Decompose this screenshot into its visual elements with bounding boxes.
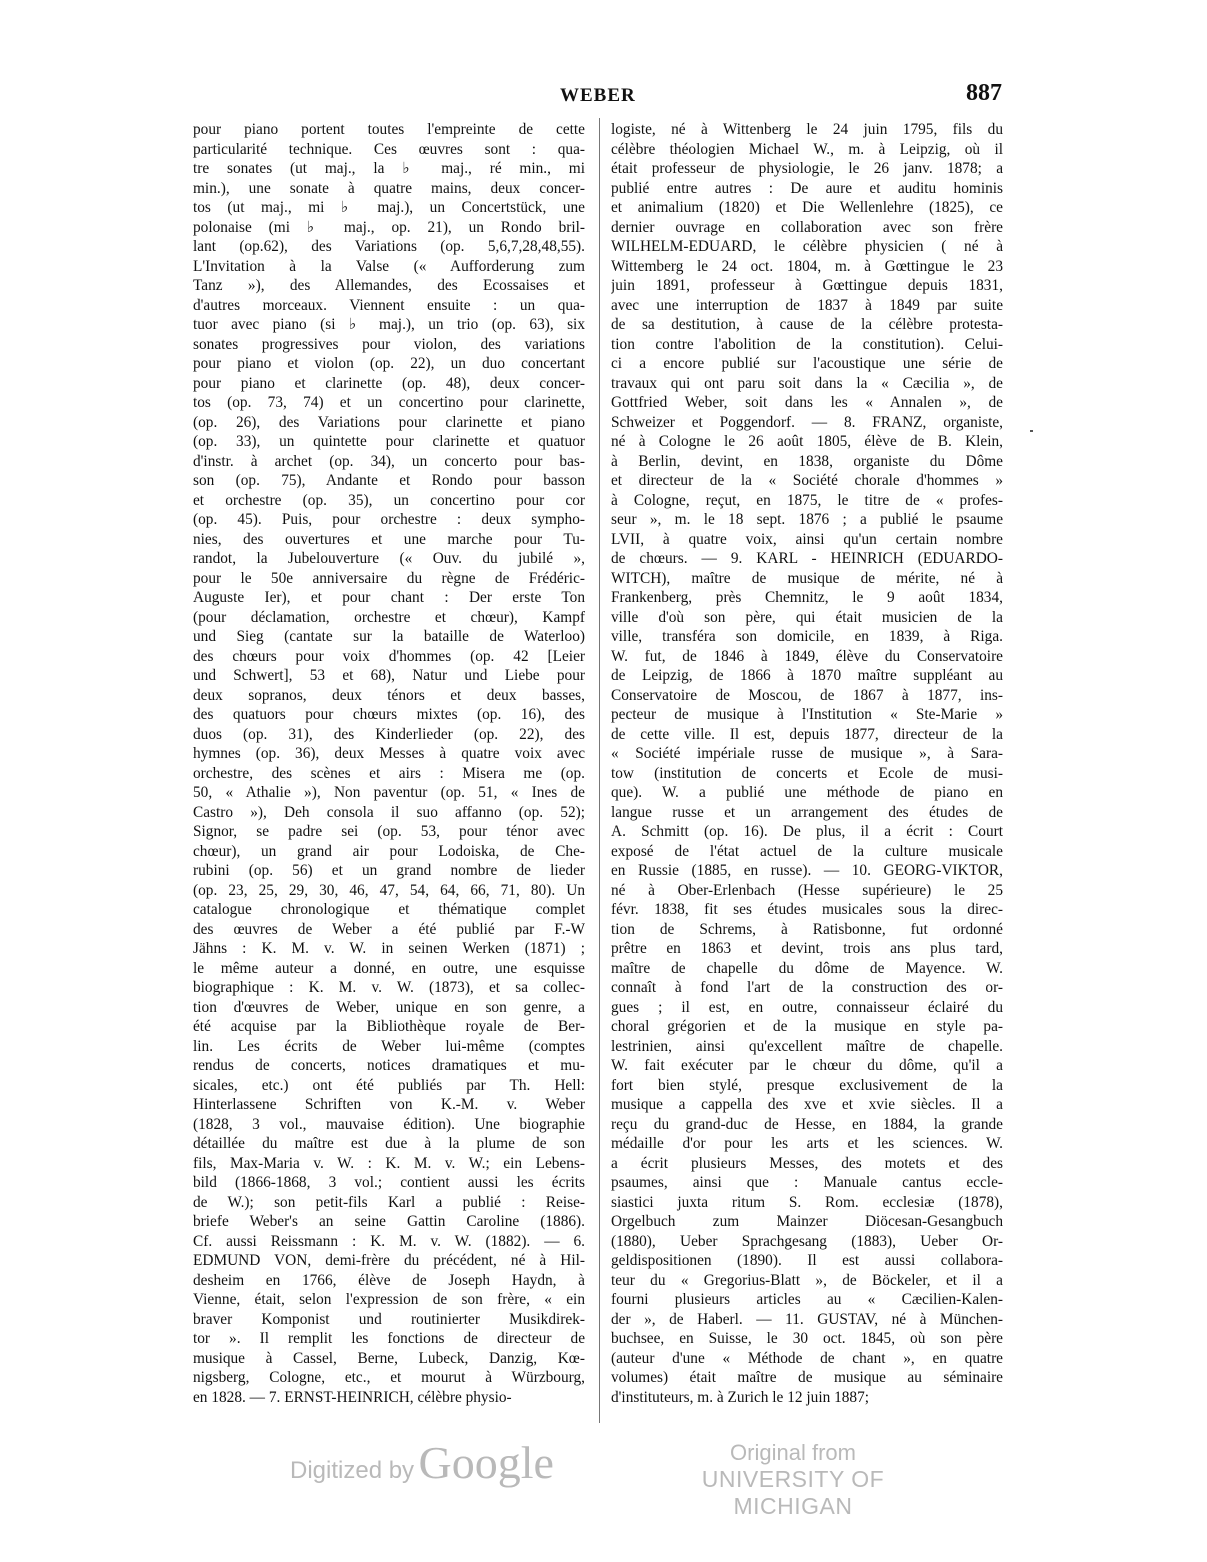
text-line: tion contre l'abolition de la constitution). Celui- [611,335,1003,353]
text-line: L'Invitation à la Valse (« Aufforderung zum [193,257,585,275]
text-line: le même auteur a donné, en outre, une esquisse [193,959,585,977]
text-line: dernier ouvrage en collaboration avec son frère [611,218,1003,236]
text-line: W. fut, de 1846 à 1849, élève du Conservatoire [611,647,1003,665]
text-line: des chœurs pour voix d'hommes (op. 42 [Leier [193,647,585,665]
text-line: Jähns : K. M. v. W. in seinen Werken (1871) ; [193,940,585,957]
text-line: Gottfried Weber, soit dans les « Annalen », de [611,394,1003,411]
text-line: 50, « Athalie »), Non paventur (op. 51, « Ines de [193,784,585,801]
text-line: (auteur d'une « Méthode de chant », en quatre [611,1349,1003,1367]
text-line: sicales, etc.) ont été publiés par Th. Hell: [193,1076,585,1094]
text-line: rubini (op. 56) et un grand nombre de lieder [193,862,585,879]
text-line: min.), une sonate à quatre mains, deux concer- [193,179,585,197]
text-line: son (op. 75), Andante et Rondo pour basson [193,472,585,489]
text-line: prêtre en 1863 et devint, trois ans plus tard, [611,940,1003,957]
text-line: deux sopranos, deux ténors et deux basses, [193,686,585,704]
text-line: (op. 45). Puis, pour orchestre : deux sympho- [193,511,585,528]
text-line: tos (ut maj., mi ♭ maj.), un Concertstück, une [193,199,585,216]
text-line: des œuvres de Weber a été publié par F.-W [193,920,585,938]
text-line: volumes) était maître de musique au séminaire [611,1369,1003,1386]
text-line: WITCH), maître de musique de mérite, né à [611,569,1003,587]
text-line: buchsee, en Suisse, le 30 oct. 1845, où son père [611,1330,1003,1347]
text-line: seur », m. le 18 sept. 1876 ; a publié le psaume [611,511,1003,528]
text-line: été acquise par la Bibliothèque royale de Ber- [193,1018,585,1035]
text-line: musique a cappella des xve et xvie siècles. Il a [611,1096,1003,1113]
text-line: pour piano et violon (op. 22), un duo concertant [193,355,585,372]
text-line: célèbre théologien Michael W., m. à Leipzig, où il [611,140,1003,158]
text-line: logiste, né à Wittenberg le 24 juin 1795, fils du [611,121,1003,138]
text-line: d'instr. à archet (op. 34), un concerto pour bas- [193,452,585,470]
text-line: WILHELM-EDUARD, le célèbre physicien ( né à [611,238,1003,255]
text-line: Conservatoire de Moscou, de 1867 à 1877, ins- [611,686,1003,704]
text-line: et orchestre (op. 35), un concertino pour cor [193,491,585,509]
left-column [193,120,585,1407]
text-line: en 1828. — 7. ERNST-HEINRICH, célèbre physio- [193,1388,512,1406]
text-line: briefe Weber's an seine Gattin Caroline (1886). [193,1213,585,1230]
text-line: catalogue chronologique et thématique complet [193,901,585,918]
text-line: que). W. a publié une méthode de piano en [611,784,1003,801]
digitized-prefix: Digitized by [290,1457,415,1484]
text-line: particularité technique. Ces œuvres sont : qua- [193,140,585,158]
text-line: avec une interruption de 1837 à 1849 par suite [611,296,1003,314]
text-line: Auguste Ier), et pour chant : Der erste Ton [193,589,585,606]
text-line: pour le 50e anniversaire du règne de Frédéric- [193,569,585,587]
text-line: Hinterlassene Schriften von K.-M. v. Weber [193,1096,585,1113]
text-line: « Société impériale russe de musique », à Sara- [611,745,1003,762]
text-line: hymnes (op. 36), deux Messes à quatre voix avec [193,745,585,762]
text-line: tion de Schrems, à Ratisbonne, fut ordonné [611,920,1003,938]
text-line: siastici juxta ritum S. Rom. ecclesiæ (1878), [611,1193,1003,1211]
text-line: und Sieg (cantate sur la bataille de Waterloo) [193,628,585,645]
text-line: geldispositionen (1890). Il est aussi collabora- [611,1252,1003,1269]
text-line: était professeur de physiologie, le 26 janv. 1878; a [611,160,1003,177]
text-line: tow (institution de concerts et Ecole de musi- [611,764,1003,782]
text-line: de cette ville. Il est, depuis 1877, directeur de la [611,725,1003,743]
text-line: des quatuors pour chœurs mixtes (op. 16), des [193,706,585,723]
text-line: travaux qui ont paru soit dans la « Cæcilia », de [611,374,1003,392]
text-line: choral grégorien et de la musique en style pa- [611,1018,1003,1035]
page-number: 887 [966,80,1002,106]
text-line: Frankenberg, près Chemnitz, le 9 août 1834, [611,589,1003,606]
text-line: ville, transféra son domicile, en 1839, à Riga. [611,628,1003,645]
text-line: lant (op.62), des Variations (op. 5,6,7,28,48,55). [193,238,585,255]
text-line: lestrinien, ainsi qu'excellent maître de chapelle. [611,1037,1003,1055]
text-line: lin. Les écrits de Weber lui-même (comptes [193,1037,585,1055]
text-line: ci a encore publié sur l'acoustique une série de [611,355,1003,372]
text-line: langue russe et un arrangement des études de [611,803,1003,821]
text-line: pour piano et clarinette (op. 48), deux concer- [193,374,585,392]
university-label: UNIVERSITY OF MICHIGAN [701,1466,885,1519]
text-line: et animalium (1820) et Die Wellenlehre (1825), ce [611,199,1003,216]
text-line: reçu du grand-duc de Hesse, en 1884, la grande [611,1115,1003,1133]
running-head: WEBER [560,85,636,106]
text-line: à Berlin, devint, en 1838, organiste du Dôme [611,452,1003,470]
text-line: médaille d'or pour les arts et les sciences. W. [611,1135,1003,1152]
text-line: chœur), un grand air pour Lodoiska, de Che- [193,842,585,860]
text-line: duos (op. 31), des Kinderlieder (op. 22), des [193,725,585,743]
text-line: rendus de concerts, notices dramatiques et mu- [193,1057,585,1074]
text-line: nies, des ouvertures et une marche pour Tu- [193,530,585,548]
right-column [611,120,1003,1407]
text-line: Tanz »), des Allemandes, des Ecossaises et [193,277,585,294]
text-line: Signor, se padre sei (op. 53, pour ténor avec [193,823,585,840]
text-line: polonaise (mi ♭ maj., op. 21), un Rondo bril- [193,218,585,236]
original-from-label: Original from [730,1440,856,1465]
text-line: d'autres morceaux. Viennent ensuite : un qua- [193,296,585,314]
text-line: psaumes, ainsi que : Manuale cantus eccle- [611,1174,1003,1191]
text-line: biographique : K. M. v. W. (1873), et sa collec- [193,979,585,996]
text-line: né à Ober-Erlenbach (Hesse supérieure) le 25 [611,881,1003,899]
text-line: tion d'œuvres de Weber, unique en son genre, a [193,998,585,1016]
text-line: desheim en 1766, élève de Joseph Haydn, à [193,1271,585,1289]
text-line: Orgelbuch zum Mainzer Diöcesan-Gesangbuch [611,1213,1003,1230]
text-line: a écrit plusieurs Messes, des motets et des [611,1154,1003,1172]
text-line: der », de Haberl. — 11. GUSTAV, né à München- [611,1310,1003,1328]
text-line: (1880), Ueber Sprachgesang (1883), Ueber Or- [611,1232,1003,1250]
text-line: (1828, 3 vol., mauvaise édition). Une biographie [193,1115,585,1133]
text-line: fourni plusieurs articles au « Cæcilien-Kalen- [611,1291,1003,1308]
google-logo: Google [418,1437,554,1488]
text-line: tre sonates (ut maj., la ♭ maj., ré min., mi [193,160,585,177]
text-line: EDMUND VON, demi-frère du précédent, né à Hil- [193,1252,585,1269]
text-line: gues ; il est, en outre, connaisseur éclairé du [611,998,1003,1016]
text-line: Cf. aussi Reissmann : K. M. v. W. (1882). — 6. [193,1232,585,1250]
text-line: Castro »), Deh consola il suo affanno (op. 52); [193,803,585,821]
text-line: publié entre autres : De aure et auditu hominis [611,179,1003,197]
text-line: ville d'où son père, qui était musicien de la [611,608,1003,626]
text-line: musique à Cassel, Berne, Lubeck, Danzig, Kœ- [193,1349,585,1367]
text-line: LVII, à quatre voix, ainsi qu'un certain nombre [611,530,1003,548]
text-line: Schweizer et Poggendorf. — 8. FRANZ, organiste, [611,413,1003,431]
text-line: Wittemberg le 24 oct. 1804, m. à Gœttingue le 23 [611,257,1003,275]
text-line: tor ». Il remplit les fonctions de directeur de [193,1330,585,1347]
original-from-watermark [668,1440,918,1520]
text-line: nigsberg, Cologne, etc., et mourut à Würzbourg, [193,1369,585,1386]
column-rule [599,118,600,1423]
text-line: et directeur de la « Société chorale d'hommes » [611,472,1003,489]
text-line: maître de chapelle du dôme de Mayence. W. [611,959,1003,977]
text-line: en Russie (1885, en russe). — 10. GEORG-VIKTOR, [611,862,1003,879]
text-line: à Cologne, reçut, en 1875, le titre de « profes- [611,491,1003,509]
text-line: de W.); son petit-fils Karl a publié : Reise- [193,1193,585,1211]
text-line: exposé de l'état actuel de la culture musicale [611,842,1003,860]
text-line: randot, la Jubelouverture (« Ouv. du jubilé », [193,550,585,567]
text-line: de Leipzig, de 1866 à 1870 maître suppléant au [611,667,1003,684]
text-line: de sa destitution, à cause de la célèbre protesta- [611,316,1003,333]
text-line: (op. 26), des Variations pour clarinette et piano [193,413,585,431]
text-line: und Schwert], 53 et 68), Natur und Liebe pour [193,667,585,684]
text-line: févr. 1838, fit ses études musicales sous la direc- [611,901,1003,918]
text-line: teur du « Gregorius-Blatt », de Böckeler, et il a [611,1271,1003,1289]
text-line: fort bien stylé, presque exclusivement de la [611,1076,1003,1094]
text-line: de chœurs. — 9. KARL - HEINRICH (EDUARDO- [611,550,1003,567]
text-line: braver Komponist und routinierter Musikdirek- [193,1310,585,1328]
text-line: (op. 23, 25, 29, 30, 46, 47, 54, 64, 66, 71, 80). Un [193,881,585,899]
text-line: d'instituteurs, m. à Zurich le 12 juin 1887; [611,1388,870,1406]
text-line: connaît à fond l'art de la construction des or- [611,979,1003,996]
speck-mark [1030,430,1033,432]
text-line: né à Cologne le 26 août 1805, élève de B. Klein, [611,433,1003,450]
text-line: Vienne, était, selon l'expression de son frère, « ein [193,1291,585,1308]
text-line: détaillée du maître est due à la plume de son [193,1135,585,1152]
text-line: A. Schmitt (op. 16). De plus, il a écrit : Court [611,823,1003,840]
text-line: pecteur de musique à l'Institution « Ste-Marie » [611,706,1003,723]
text-line: sonates progressives pour violon, des variations [193,335,585,353]
text-line: W. fait exécuter par le chœur du dôme, qu'il a [611,1057,1003,1074]
text-line: juin 1891, professeur à Gœttingue depuis 1831, [611,277,1003,294]
text-line: bild (1866-1868, 3 vol.; contient aussi les écrits [193,1174,585,1191]
text-line: (op. 33), un quintette pour clarinette et quatuor [193,433,585,450]
text-line: (pour déclamation, orchestre et chœur), Kampf [193,608,585,626]
text-line: orchestre, des scènes et airs : Misera me (op. [193,764,585,782]
text-line: pour piano portent toutes l'empreinte de cette [193,121,585,138]
text-line: tuor avec piano (si ♭ maj.), un trio (op. 63), six [193,316,585,333]
digitized-by-watermark [290,1436,554,1489]
text-line: tos (op. 73, 74) et un concertino pour clarinette, [193,394,585,411]
text-line: fils, Max-Maria v. W. : K. M. v. W.; ein Lebens- [193,1154,585,1172]
